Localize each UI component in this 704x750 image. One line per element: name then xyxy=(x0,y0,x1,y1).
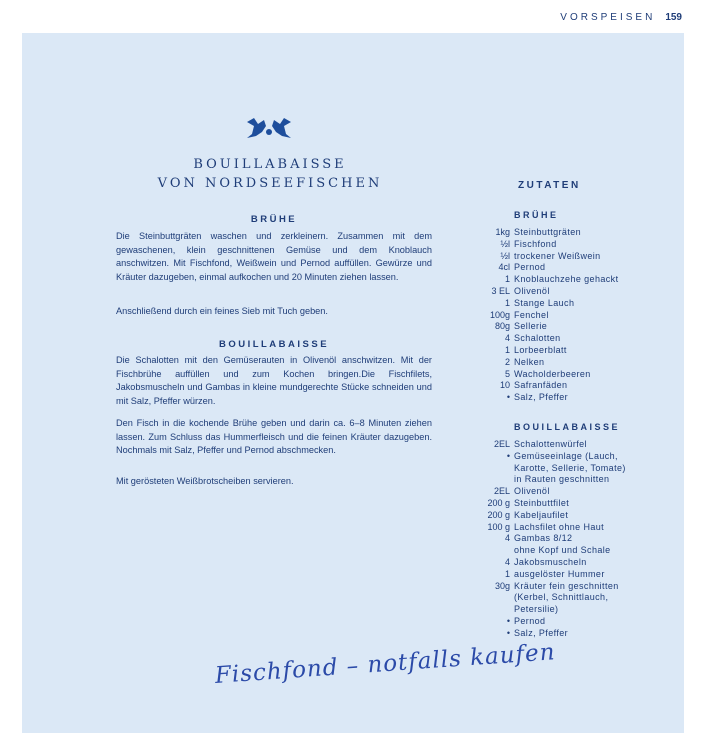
ingredient-quantity: 4 xyxy=(504,556,510,567)
ingredient-quantity: • xyxy=(506,450,510,461)
ingredient-quantity xyxy=(468,545,514,557)
ingredient-row xyxy=(468,262,678,274)
ingredient-row xyxy=(468,604,678,616)
ingredient-name: Pernod xyxy=(514,262,546,273)
ingredient-name: Fenchel xyxy=(514,309,549,320)
ingredient-row xyxy=(468,251,678,263)
ingredient-name: Petersilie) xyxy=(514,604,559,615)
ingredient-row xyxy=(468,369,678,381)
bruehe-paragraph-2: Anschließend durch ein feines Sieb mit Tuch geben. xyxy=(116,306,328,316)
ingredient-name: trockener Weißwein xyxy=(514,250,601,261)
ingredient-row xyxy=(468,498,678,510)
ingredient-quantity: 1 xyxy=(504,274,510,285)
zutaten-bouillabaisse-heading: BOUILLABAISSE xyxy=(514,422,621,432)
ingredient-name: Karotte, Sellerie, Tomate) xyxy=(514,462,626,473)
ingredient-name: Knoblauchzehe gehackt xyxy=(514,274,619,285)
page-number: 159 xyxy=(665,12,682,23)
ingredient-row xyxy=(468,310,678,322)
ingredient-quantity: 80g xyxy=(494,321,510,332)
ingredient-name: (Kerbel, Schnittlauch, xyxy=(514,592,609,603)
ingredient-row xyxy=(468,357,678,369)
handwritten-note: Fischfond – notfalls kaufen xyxy=(214,639,557,689)
ingredient-name: Pernod xyxy=(514,615,546,626)
ingredient-name: Fischfond xyxy=(514,238,557,249)
ingredient-name: Kräuter fein geschnitten xyxy=(514,580,619,591)
ingredient-quantity: ½l xyxy=(500,250,510,261)
ingredient-quantity: 100g xyxy=(489,309,510,320)
ingredient-row xyxy=(468,380,678,392)
bruehe-heading: BRÜHE xyxy=(250,214,298,225)
bouillabaisse-paragraph-3: Mit gerösteten Weißbrotscheiben servieren. xyxy=(116,476,294,486)
ingredient-name: Steinbuttgräten xyxy=(514,227,582,237)
ingredient-row xyxy=(468,557,678,569)
ingredient-quantity: ½l xyxy=(500,238,510,249)
ingredient-name: Nelken xyxy=(514,356,545,367)
ingredient-name: Olivenöl xyxy=(514,285,550,296)
recipe-title-line1: BOUILLABAISSE xyxy=(193,157,347,172)
bouillabaisse-paragraph-1: Die Schalotten mit den Gemüserauten in Olivenöl anschwitzen. Mit der Fischbrühe auffüllen und zum Kochen bringen.Die Fischfilets, Jakobsmuscheln und Gambas in kleine mundgerechte Stücke schneiden und mit Salz, Pfeffer würzen. xyxy=(116,355,432,406)
ingredient-name: Olivenöl xyxy=(514,486,550,497)
ingredient-row xyxy=(468,286,678,298)
ingredient-quantity xyxy=(468,592,514,604)
ingredient-quantity: 2EL xyxy=(493,486,510,497)
ingredient-row xyxy=(468,451,678,463)
ingredient-name: Stange Lauch xyxy=(514,297,575,308)
ingredient-name: Wacholderbeeren xyxy=(514,368,591,379)
ingredient-name: Salz, Pfeffer xyxy=(514,392,569,403)
ingredient-row xyxy=(468,592,678,604)
ingredient-quantity: • xyxy=(506,615,510,626)
ingredient-name: Kabeljaufilet xyxy=(514,509,569,520)
ingredient-quantity xyxy=(468,474,514,486)
fish-ornament-icon xyxy=(244,114,294,140)
ingredient-quantity: 1kg xyxy=(495,227,510,237)
ingredient-name: Safranfäden xyxy=(514,380,568,391)
bruehe-ingredient-list xyxy=(468,227,678,404)
ingredient-name: Salz, Pfeffer xyxy=(514,627,569,638)
ingredient-name: Schalottenwürfel xyxy=(514,439,587,449)
ingredient-row xyxy=(468,345,678,357)
ingredient-row xyxy=(468,439,678,451)
ingredient-row xyxy=(468,533,678,545)
ingredient-row xyxy=(468,298,678,310)
ingredient-quantity xyxy=(468,463,514,475)
ingredient-name: ohne Kopf und Schale xyxy=(514,545,611,556)
ingredient-quantity: 200 g xyxy=(487,509,510,520)
ingredient-quantity: 1 xyxy=(504,297,510,308)
ingredient-row xyxy=(468,616,678,628)
ingredient-row xyxy=(468,333,678,345)
ingredient-row xyxy=(468,463,678,475)
ingredient-quantity: 3 EL xyxy=(491,285,510,296)
ingredient-name: Steinbuttfilet xyxy=(514,497,570,508)
bouillabaisse-paragraph-2: Den Fisch in die kochende Brühe geben und darin ca. 6–8 Minuten ziehen lassen. Zum Schluss das Hummerfleisch und die feinen Kräuter dazugeben. Nochmals mit Salz, Pfeffer und Pernod abschmecken. xyxy=(116,418,432,455)
ingredient-row xyxy=(468,486,678,498)
ingredient-quantity: 5 xyxy=(504,368,510,379)
section-title: VORSPEISEN xyxy=(560,12,656,23)
ingredient-row xyxy=(468,227,678,239)
ingredient-quantity: 4 xyxy=(504,533,510,544)
zutaten-heading: ZUTATEN xyxy=(518,180,581,191)
ingredient-quantity: 10 xyxy=(499,380,510,391)
ingredient-row xyxy=(468,321,678,333)
ingredient-quantity: 1 xyxy=(504,568,510,579)
bruehe-paragraph-1: Die Steinbuttgräten waschen und zerkleinern. Zusammen mit dem gewaschenen, klein geschnittenen Gemüse und dem Knoblauch anschwitzen. Mit Fischfond, Weißwein und Pernod auffüllen. Gewürze und Kräuter dazugeben, einmal aufkochen und 20 Minuten ziehen lassen. xyxy=(116,231,432,282)
running-head xyxy=(560,12,682,23)
ingredient-row xyxy=(468,569,678,581)
ingredient-quantity: 4cl xyxy=(498,262,510,273)
ingredient-name: Sellerie xyxy=(514,321,548,332)
ingredient-quantity: 30g xyxy=(494,580,510,591)
ingredient-quantity: 1 xyxy=(504,344,510,355)
ingredient-row xyxy=(468,474,678,486)
ingredient-quantity xyxy=(468,604,514,616)
ingredient-quantity: • xyxy=(506,392,510,403)
ingredient-quantity: • xyxy=(506,627,510,638)
ingredient-name: ausgelöster Hummer xyxy=(514,568,605,579)
recipe-title-line2: VON NORDSEEFISCHEN xyxy=(157,176,383,191)
zutaten-bruehe-heading: BRÜHE xyxy=(514,210,559,220)
ingredient-name: Schalotten xyxy=(514,333,561,344)
ingredient-row xyxy=(468,581,678,593)
ingredient-name: Jakobsmuscheln xyxy=(514,556,587,567)
ingredient-name: Lorbeerblatt xyxy=(514,344,567,355)
bouillabaisse-ingredient-list xyxy=(468,439,678,640)
ingredient-quantity: 2 xyxy=(504,356,510,367)
ingredient-row xyxy=(468,392,678,404)
ingredient-row xyxy=(468,628,678,640)
ingredient-row xyxy=(468,522,678,534)
ingredient-name: Gambas 8/12 xyxy=(514,533,573,544)
ingredient-row xyxy=(468,274,678,286)
ingredient-quantity: 200 g xyxy=(487,497,510,508)
ingredient-row xyxy=(468,239,678,251)
ingredient-name: Lachsfilet ohne Haut xyxy=(514,521,605,532)
ingredient-row xyxy=(468,545,678,557)
ingredient-name: Gemüseeinlage (Lauch, xyxy=(514,450,618,461)
ingredient-quantity: 100 g xyxy=(487,521,510,532)
bouillabaisse-heading: BOUILLABAISSE xyxy=(218,339,330,350)
ingredient-row xyxy=(468,510,678,522)
ingredient-name: in Rauten geschnitten xyxy=(514,474,610,485)
ingredient-quantity: 4 xyxy=(504,333,510,344)
ingredient-quantity: 2EL xyxy=(493,439,510,449)
